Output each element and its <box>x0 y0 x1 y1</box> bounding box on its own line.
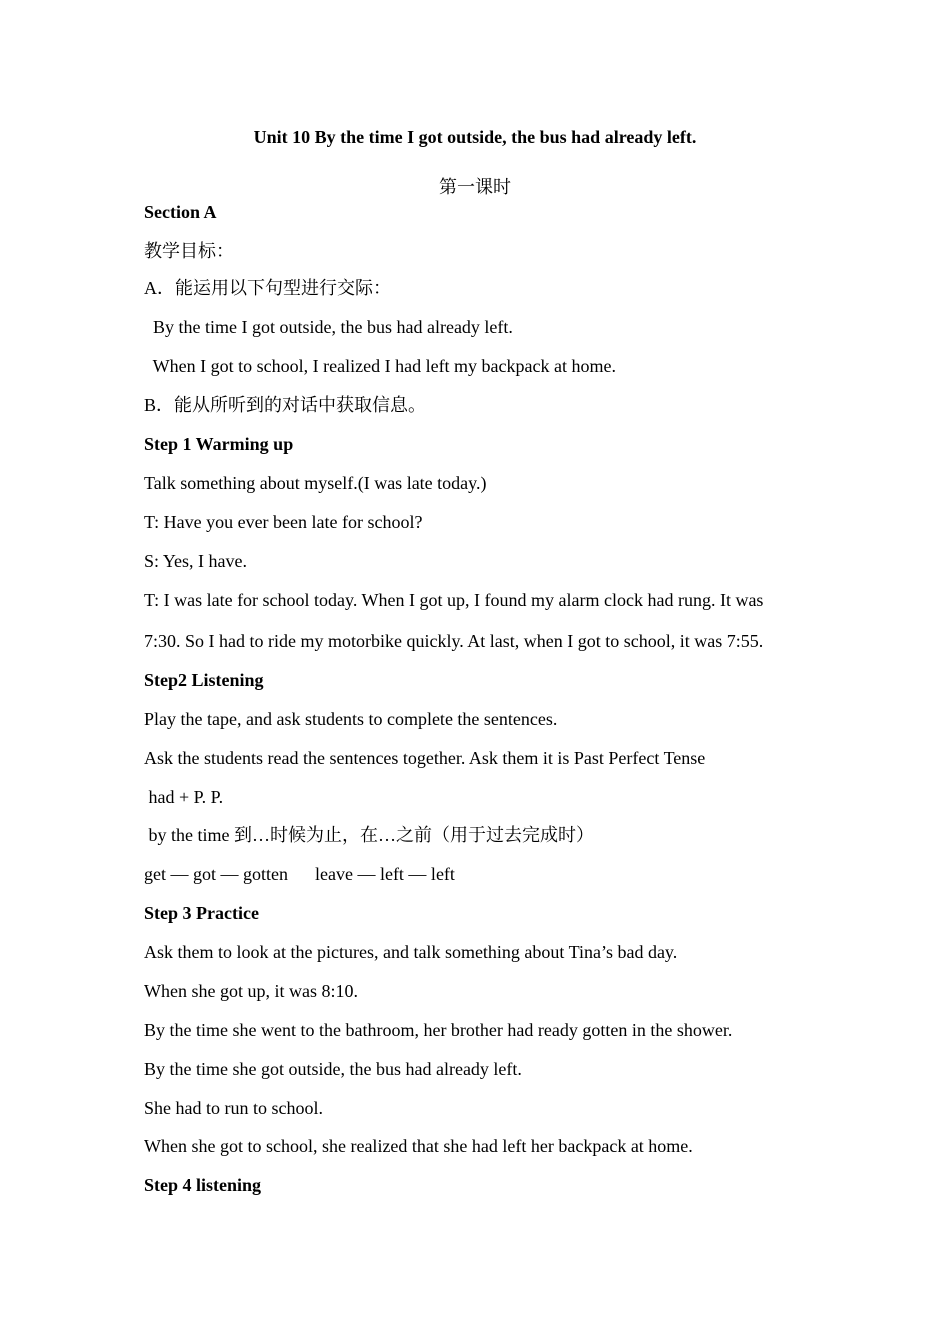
step3-line: By the time she got outside, the bus had already left. <box>144 1059 522 1079</box>
step1-heading: Step 1 Warming up <box>144 434 294 454</box>
step2-heading: Step2 Listening <box>144 670 264 690</box>
example-sentence-1: By the time I got outside, the bus had already left. <box>144 317 513 337</box>
step3-line: She had to run to school. <box>144 1098 323 1118</box>
objective-a: A．能运用以下句型进行交际： <box>144 278 391 298</box>
objectives-heading: 教学目标： <box>144 241 234 261</box>
step2-line: Ask the students read the sentences together. Ask them it is Past Perfect Tense <box>144 748 706 768</box>
section-heading: Section A <box>144 202 217 222</box>
step2-line: by the time 到…时候为止，在…之前（用于过去完成时） <box>144 825 594 845</box>
step1-line: S: Yes, I have. <box>144 551 248 571</box>
objective-b: B．能从所听到的对话中获取信息。 <box>144 395 427 415</box>
document-page <box>144 0 814 1344</box>
document-title: Unit 10 By the time I got outside, the bus had already left. <box>253 127 697 147</box>
step3-line: When she got to school, she realized that she had left her backpack at home. <box>144 1136 693 1156</box>
step1-line: 7:30. So I had to ride my motorbike quickly. At last, when I got to school, it was 7:55. <box>144 631 764 651</box>
example-sentence-2: When I got to school, I realized I had left my backpack at home. <box>144 356 616 376</box>
step2-line: get — got — gotten leave — left — left <box>144 864 455 884</box>
step1-line: Talk something about myself.(I was late today.) <box>144 473 487 493</box>
step4-heading: Step 4 listening <box>144 1175 262 1195</box>
step1-line: T: I was late for school today. When I got up, I found my alarm clock had rung. It was <box>144 590 764 610</box>
step3-heading: Step 3 Practice <box>144 903 259 923</box>
step3-line: When she got up, it was 8:10. <box>144 981 358 1001</box>
step1-line: T: Have you ever been late for school? <box>144 512 423 532</box>
lesson-subtitle: 第一课时 <box>439 177 511 197</box>
step3-line: By the time she went to the bathroom, her brother had ready gotten in the shower. <box>144 1020 733 1040</box>
step2-line: Play the tape, and ask students to complete the sentences. <box>144 709 558 729</box>
step2-line: had + P. P. <box>144 787 224 807</box>
step3-line: Ask them to look at the pictures, and talk something about Tina’s bad day. <box>144 942 678 962</box>
